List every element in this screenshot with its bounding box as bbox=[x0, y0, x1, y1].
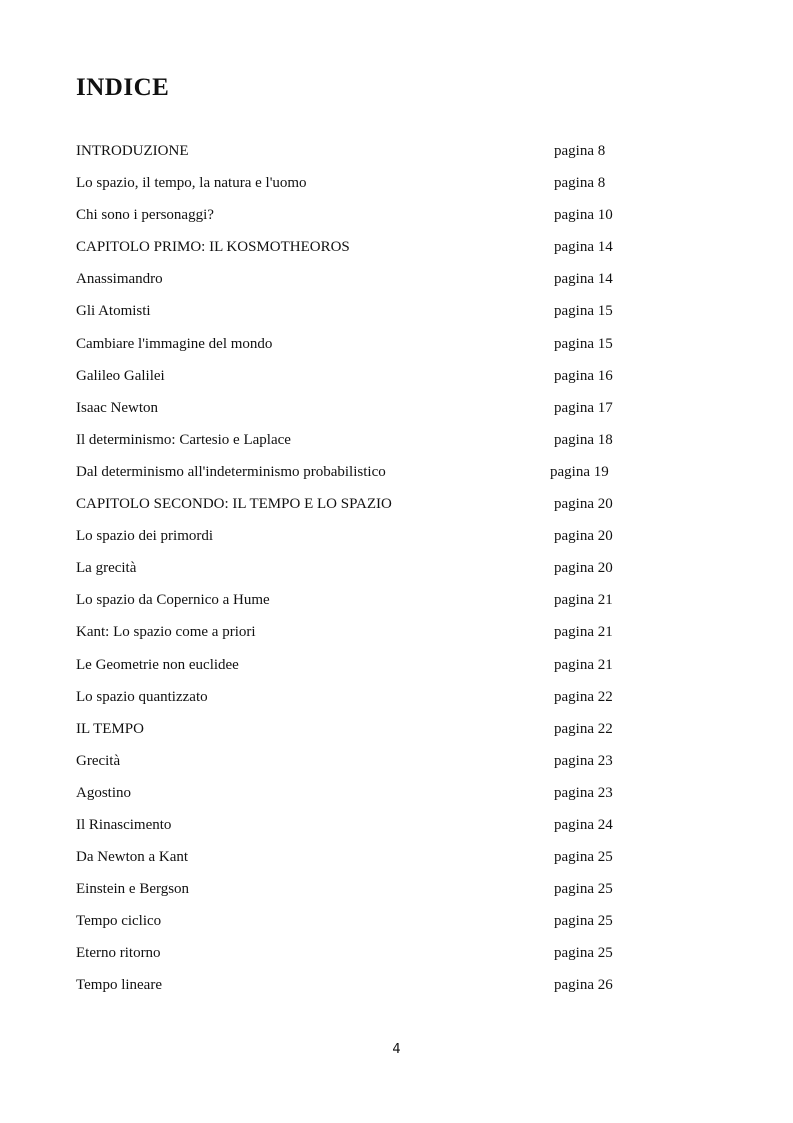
toc-entry-page: pagina 20 bbox=[554, 496, 613, 513]
toc-entry bbox=[76, 335, 636, 367]
toc-entry-title: INTRODUZIONE bbox=[76, 143, 189, 159]
toc-entry-title: Cambiare l'immagine del mondo bbox=[76, 335, 273, 352]
toc-entry bbox=[76, 944, 636, 976]
toc-entry-page: pagina 17 bbox=[554, 399, 613, 416]
toc-entry-page: pagina 8 bbox=[554, 143, 606, 159]
toc-entry-page: pagina 25 bbox=[554, 945, 613, 962]
page-title: INDICE bbox=[76, 74, 170, 101]
toc-entry bbox=[76, 976, 636, 1008]
toc-entry bbox=[76, 623, 636, 655]
page-number: 4 bbox=[392, 1042, 401, 1057]
toc-entry bbox=[76, 688, 636, 720]
toc-entry-title: Isaac Newton bbox=[76, 399, 159, 416]
table-of-contents bbox=[76, 142, 636, 1009]
toc-entry-title: Il Rinascimento bbox=[76, 816, 172, 833]
toc-entry bbox=[76, 591, 636, 623]
toc-entry-title: Il determinismo: Cartesio e Laplace bbox=[76, 431, 291, 448]
toc-entry-title: Galileo Galilei bbox=[76, 367, 165, 384]
toc-entry bbox=[76, 270, 636, 302]
toc-entry bbox=[76, 752, 636, 784]
toc-entry bbox=[76, 463, 636, 495]
toc-entry-title: IL TEMPO bbox=[76, 720, 144, 737]
toc-entry-title: Lo spazio quantizzato bbox=[76, 688, 208, 705]
toc-entry-title: Eterno ritorno bbox=[76, 945, 161, 962]
toc-entry-title: Tempo lineare bbox=[76, 977, 162, 994]
toc-entry-title: La grecità bbox=[76, 560, 137, 577]
toc-entry bbox=[76, 431, 636, 463]
toc-entry bbox=[76, 399, 636, 431]
toc-entry-title: CAPITOLO PRIMO: IL KOSMOTHEOROS bbox=[76, 239, 350, 256]
toc-entry bbox=[76, 912, 636, 944]
toc-entry-title: CAPITOLO SECONDO: IL TEMPO E LO SPAZIO bbox=[76, 496, 392, 513]
toc-entry-page: pagina 21 bbox=[554, 624, 613, 641]
toc-entry-page: pagina 8 bbox=[554, 175, 606, 192]
toc-entry-title: Agostino bbox=[76, 784, 132, 801]
toc-entry-page: pagina 21 bbox=[554, 592, 613, 609]
toc-entry bbox=[76, 174, 636, 206]
toc-entry bbox=[76, 206, 636, 238]
toc-entry-page: pagina 14 bbox=[554, 271, 613, 288]
toc-entry-title: Tempo ciclico bbox=[76, 913, 162, 930]
toc-entry-page: pagina 20 bbox=[554, 560, 613, 577]
toc-entry-page: pagina 25 bbox=[554, 849, 613, 866]
toc-entry-page: pagina 23 bbox=[554, 752, 613, 769]
toc-entry-title: Einstein e Bergson bbox=[76, 881, 190, 898]
toc-entry-title: Chi sono i personaggi? bbox=[76, 207, 214, 224]
toc-entry-page: pagina 25 bbox=[554, 881, 613, 898]
toc-entry bbox=[76, 238, 636, 270]
toc-entry-title: Lo spazio dei primordi bbox=[76, 528, 214, 545]
toc-entry bbox=[76, 142, 636, 174]
toc-entry bbox=[76, 559, 636, 591]
toc-entry-page: pagina 22 bbox=[554, 688, 613, 705]
toc-entry-page: pagina 15 bbox=[554, 335, 613, 352]
toc-entry-page: pagina 22 bbox=[554, 720, 613, 737]
toc-entry-title: Dal determinismo all'indeterminismo probabilistico bbox=[76, 463, 386, 480]
toc-entry bbox=[76, 367, 636, 399]
toc-entry-title: Kant: Lo spazio come a priori bbox=[76, 624, 256, 641]
toc-entry-title: Anassimandro bbox=[76, 271, 163, 288]
toc-entry-page: pagina 23 bbox=[554, 784, 613, 801]
toc-entry-page: pagina 26 bbox=[554, 977, 613, 994]
toc-entry bbox=[76, 302, 636, 334]
toc-entry-page: pagina 18 bbox=[554, 431, 613, 448]
toc-entry bbox=[76, 495, 636, 527]
toc-entry-title: Le Geometrie non euclidee bbox=[76, 656, 239, 673]
toc-entry bbox=[76, 880, 636, 912]
toc-entry-page: pagina 15 bbox=[554, 303, 613, 320]
toc-entry bbox=[76, 720, 636, 752]
toc-entry-title: Grecità bbox=[76, 752, 121, 769]
toc-entry bbox=[76, 656, 636, 688]
toc-entry-title: Gli Atomisti bbox=[76, 303, 151, 320]
toc-entry bbox=[76, 527, 636, 559]
toc-entry-page: pagina 21 bbox=[554, 656, 613, 673]
toc-entry-page: pagina 14 bbox=[554, 239, 613, 256]
toc-entry-page: pagina 10 bbox=[554, 207, 613, 224]
toc-entry bbox=[76, 784, 636, 816]
toc-entry-page: pagina 19 bbox=[550, 463, 609, 480]
toc-entry-page: pagina 24 bbox=[554, 816, 613, 833]
toc-entry-title: Da Newton a Kant bbox=[76, 849, 189, 866]
toc-entry-title: Lo spazio, il tempo, la natura e l'uomo bbox=[76, 175, 307, 192]
toc-entry-title: Lo spazio da Copernico a Hume bbox=[76, 592, 270, 609]
toc-entry-page: pagina 25 bbox=[554, 913, 613, 930]
toc-entry-page: pagina 20 bbox=[554, 528, 613, 545]
toc-entry bbox=[76, 848, 636, 880]
toc-entry-page: pagina 16 bbox=[554, 367, 613, 384]
toc-entry bbox=[76, 816, 636, 848]
